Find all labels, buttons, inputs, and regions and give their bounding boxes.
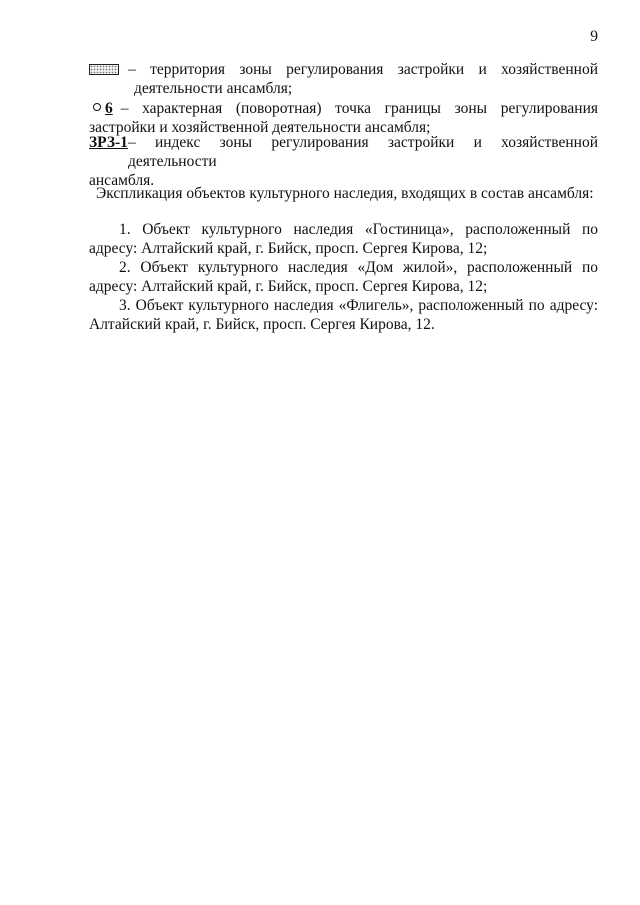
legend-turning-point-text-line2: застройки и хозяйственной деятельности ансамбля;	[89, 119, 431, 136]
zone-index-label: ЗРЗ-1	[89, 134, 128, 151]
legend-territory-text-line1: – территория зоны регулирования застройки и хозяйственной	[128, 61, 598, 78]
list-item-object-1: 1. Объект культурного наследия «Гостиница», расположенный по адресу: Алтайский край, г. Бийск, просп. Сергея Кирова, 12;	[89, 221, 598, 257]
explication-title: Экспликация объектов культурного наследия, входящих в состав ансамбля:	[96, 185, 594, 202]
legend-zone-index-text-line1: – индекс зоны регулирования застройки и хозяйственной деятельности	[127, 134, 598, 170]
turning-point-label: 6	[105, 100, 113, 117]
list-item-object-3: 3. Объект культурного наследия «Флигель», расположенный по адресу: Алтайский край, г. Бийск, просп. Сергея Кирова, 12.	[89, 297, 598, 333]
turning-point-symbol	[89, 99, 113, 118]
legend-territory-text-line2: деятельности ансамбля;	[134, 80, 293, 97]
legend-item-turning-point	[89, 99, 598, 137]
legend-zone-index-text-line2: ансамбля.	[89, 172, 155, 189]
objects-list	[89, 220, 598, 334]
legend-item-zone-index	[89, 133, 598, 190]
circle-point-icon	[93, 103, 101, 111]
list-item-object-2: 2. Объект культурного наследия «Дом жилой», расположенный по адресу: Алтайский край, г. Бийск, просп. Сергея Кирова, 12;	[89, 259, 598, 295]
legend-item-territory	[89, 60, 598, 98]
legend-turning-point-text-line1: – характерная (поворотная) точка границы зоны регулирования	[120, 100, 598, 117]
page-number: 9	[590, 28, 598, 45]
dotted-hatch-swatch-icon	[89, 64, 119, 75]
